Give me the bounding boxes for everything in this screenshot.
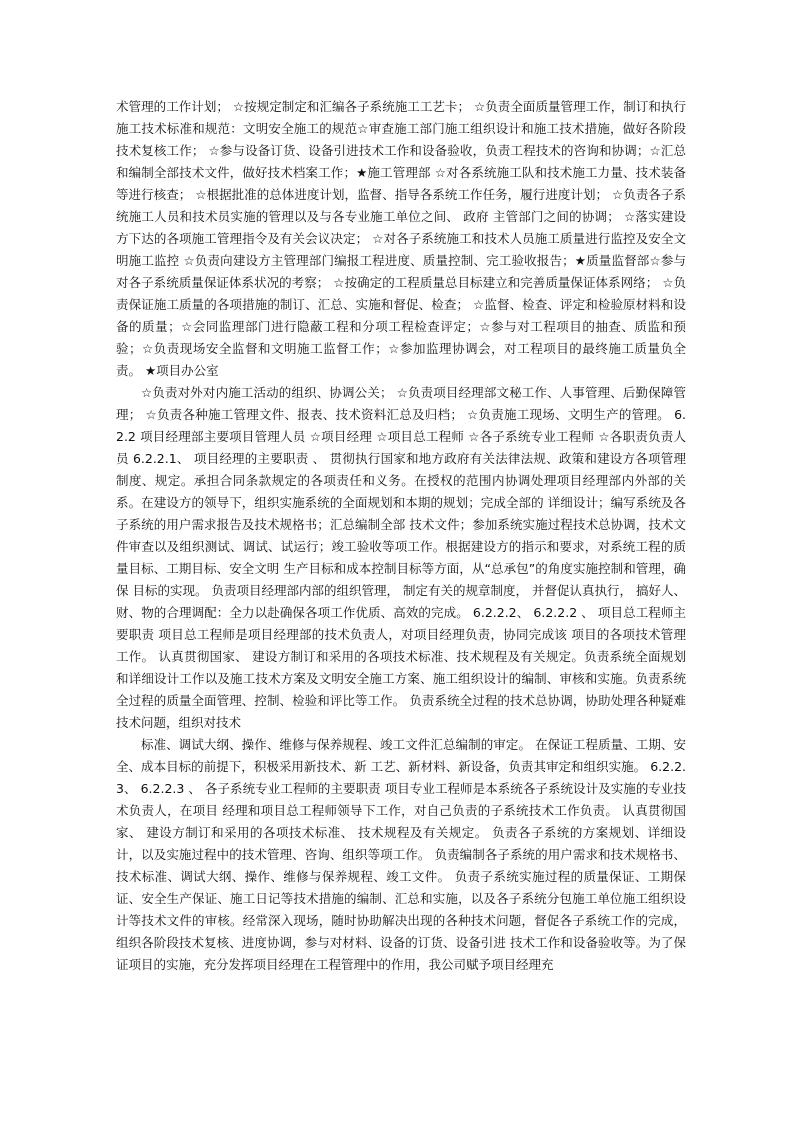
document-page bbox=[116, 96, 686, 976]
body-paragraph-1: 术管理的工作计划； ☆按规定制定和汇编各子系统施工工艺卡； ☆负责全面质量管理工作，制订和执行施工技术标准和规范：文明安全施工的规范☆审查施工部门施工组织设计和施工技术措施，做好各阶段技术复核工作； ☆参与设备订货、设备引进技术工作和设备验收，负责工程技术的咨询和协调；☆汇总和编制全部技术文件，做好技术档案工作；★施工管理部 ☆对各系统施工队和技术施工力量、技术装备等进行核查； ☆根据批准的总体进度计划，监督、指导各系统工作任务，履行进度计划； ☆负责各子系统施工人员和技术员实施的管理以及与各专业施工单位之间、 政府 主管部门之间的协调； ☆落实建设方下达的各项施工管理指令及有关会议决定； ☆对各子系统施工和技术人员施工质量进行监控及安全文明施工监控 ☆负责向建设方主管理部门编报工程进度、质量控制、完工验收报告；★质量监督部☆参与对各子系统质量保证体系状况的考察； ☆按确定的工程质量总目标建立和完善质量保证体系网络； ☆负责保证施工质量的各项措施的制订、汇总、实施和督促、检查； ☆监督、检查、评定和检验原材料和设备的质量；☆会同监理部门进行隐蔽工程和分项工程检查评定；☆参与对工程项目的抽查、质监和预验；☆负责现场安全监督和文明施工监督工作；☆参加监理协调会，对工程项目的最终施工质量负全责。 ★项目办公室 bbox=[116, 99, 686, 378]
body-paragraph-2: ☆负责对外对内施工活动的组织、协调公关； ☆负责项目经理部文秘工作、人事管理、后勤保障管理； ☆负责各种施工管理文件、报表、技术资料汇总及归档； ☆负责施工现场、文明生产的管理。 6.2.2 项目经理部主要项目管理人员 ☆项目经理 ☆项目总工程师 ☆各子系统专业工程师 ☆各职责负责人员 6.2.2.1、 项目经理的主要职责 、 贯彻执行国家和地方政府有关法律法规、政策和建设方各项管理制度、规定。承担合同条款规定的各项责任和义务。在授权的范围内协调处理项目经理部内外部的关系。在建设方的领导下，组织实施系统的全面规划和本期的规划；完成全部的 详细设计；编写系统及各子系统的用户需求报告及技术规格书；汇总编制全部 技术文件；参加系统实施过程技术总协调，技术文件审查以及组织测试、调试、试运行；竣工验收等项工作。根据建设方的指示和要求，对系统工程的质量目标、工期目标、安全文明 生产目标和成本控制目标等方面，从“总承包”的角度实施控制和管理，确保 目标的实现。 负责项目经理部内部的组织管理， 制定有关的规章制度， 并督促认真执行， 搞好人、财、物的合理调配：全力以赴确保各项工作优质、高效的完成。 6.2.2.2、 6.2.2.2 、 项目总工程师主要职责 项目总工程师是项目经理部的技术负责人，对项目经理负责，协同完成该 项目的各项技术管理工作。 认真贯彻国家、 建设方制订和采用的各项技术标准、技术规程及有关规定。负责系统全面规划和详细设计工作以及施工技术方案及文明安全施工方案、施工组织设计的编制、审核和实施。负责系统全过程的质量全面管理、控制、检验和评比等工作。 负责系统全过程的技术总协调，协助处理各种疑难技术问题，组织对技术 bbox=[116, 385, 686, 730]
body-paragraph-3: 标准、调试大纲、操作、维修与保养规程、竣工文件汇总编制的审定。 在保证工程质量、工期、安全、成本目标的前提下，积极采用新技术、新 工艺、新材料、新设备，负责其审定和组织实施。 6.2.2.3、 6.2.2.3 、 各子系统专业工程师的主要职责 项目专业工程师是本系统各子系统设计及实施的专业技术负责人，在项目 经理和项目总工程师领导下工作，对自己负责的子系统技术工作负责。 认真贯彻国家、 建设方制订和采用的各项技术标准、 技术规程及有关规定。 负责各子系统的方案规划、详细设计，以及实施过程中的技术管理、咨询、组织等项工作。 负责编制各子系统的用户需求和技术规格书、技术标准、调试大纲、操作、维修与保养规程、竣工文件。 负责子系统实施过程的质量保证、工期保证、安全生产保证、施工日记等技术措施的编制、汇总和实施，以及各子系统分包施工单位施工组织设计等技术文件的审核。经常深入现场，随时协助解决出现的各种技术问题，督促各子系统工作的完成，组织各阶段技术复核、进度协调，参与对材料、设备的订货、设备引进 技术工作和设备验收等。为了保证项目的实施，充分发挥项目经理在工程管理中的作用，我公司赋予项目经理充 bbox=[116, 737, 686, 972]
